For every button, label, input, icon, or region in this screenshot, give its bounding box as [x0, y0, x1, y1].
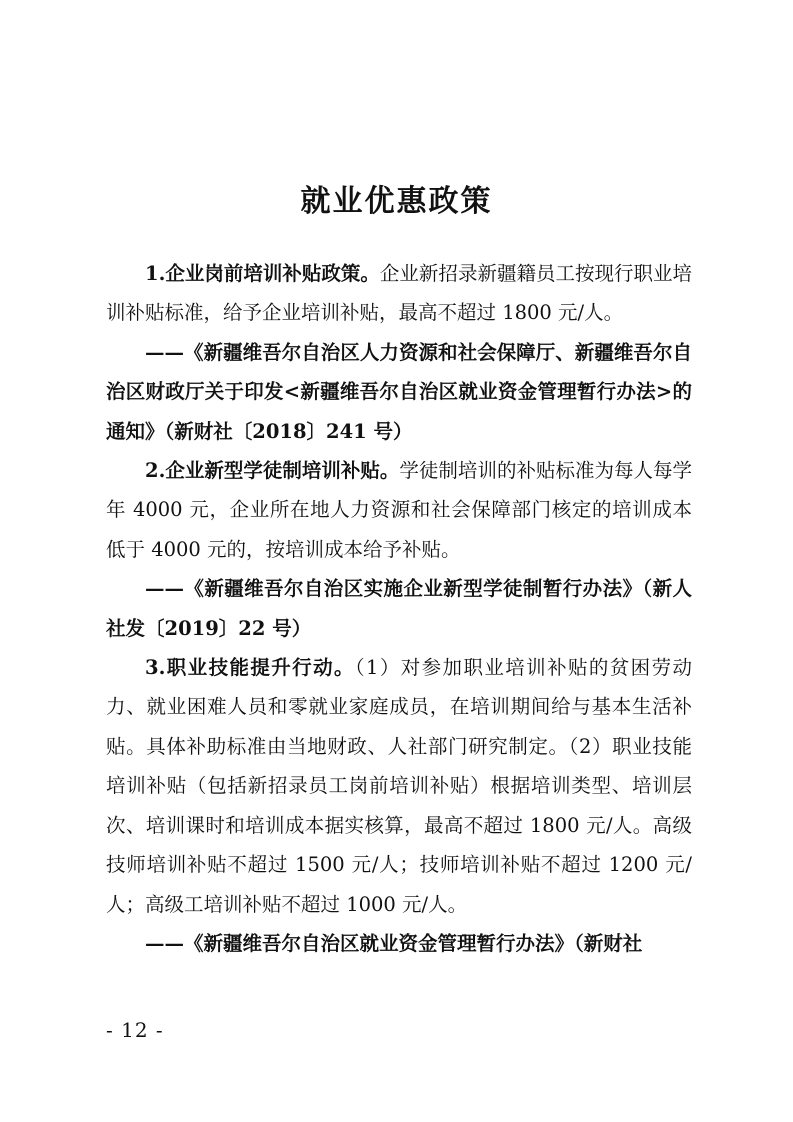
section-3-body: （1）对参加职业培训补贴的贫困劳动力、就业困难人员和零就业家庭成员，在培训期间给与基本生活补贴。具体补助标准由当地财政、人社部门研究制定。（2）职业技能培训补贴（包括新招录员工岗前培训补贴）根据培训类型、培训层次、培训课时和培训成本据实核算，最高不超过 1800 元/人。高级技师培训补贴不超过 1500 元/人；技师培训补贴不超过 1200 元/人；高级工培训补贴不超过 1000 元/人。 — [106, 656, 692, 916]
section-2-body: 学徒制培训的补贴标准为每人每学年 4000 元，企业所在地人力资源和社会保障部门核定的培训成本低于 4000 元的，按培训成本给予补贴。 — [106, 459, 692, 561]
section-1-reference: ——《新疆维吾尔自治区人力资源和社会保障厅、新疆维吾尔自治区财政厅关于印发<新疆维吾尔自治区就业资金管理暂行办法>的通知》（新财社〔2018〕241 号） — [106, 340, 692, 443]
page-title: 就业优惠政策 — [300, 184, 493, 219]
section-3-heading: 3.职业技能提升行动。 — [145, 656, 355, 680]
section-2-heading: 2.企业新型学徒制培训补贴。 — [145, 459, 400, 483]
section-1-heading: 1.企业岗前培训补贴政策。 — [145, 262, 380, 285]
section-2-paragraph — [106, 451, 692, 569]
section-2-reference: ——《新疆维吾尔自治区实施企业新型学徒制暂行办法》（新人社发〔2019〕22 号） — [106, 577, 692, 640]
section-1-body: 企业新招录新疆籍员工按现行职业培训补贴标准，给予企业培训补贴，最高不超过 1800 元/人。 — [106, 262, 692, 325]
page-number: - 12 - — [106, 1018, 164, 1042]
policy-content — [106, 254, 692, 963]
section-1-paragraph — [106, 254, 692, 333]
section-3-reference: ——《新疆维吾尔自治区就业资金管理暂行办法》（新财社 — [145, 931, 643, 955]
section-3-paragraph — [106, 648, 692, 924]
